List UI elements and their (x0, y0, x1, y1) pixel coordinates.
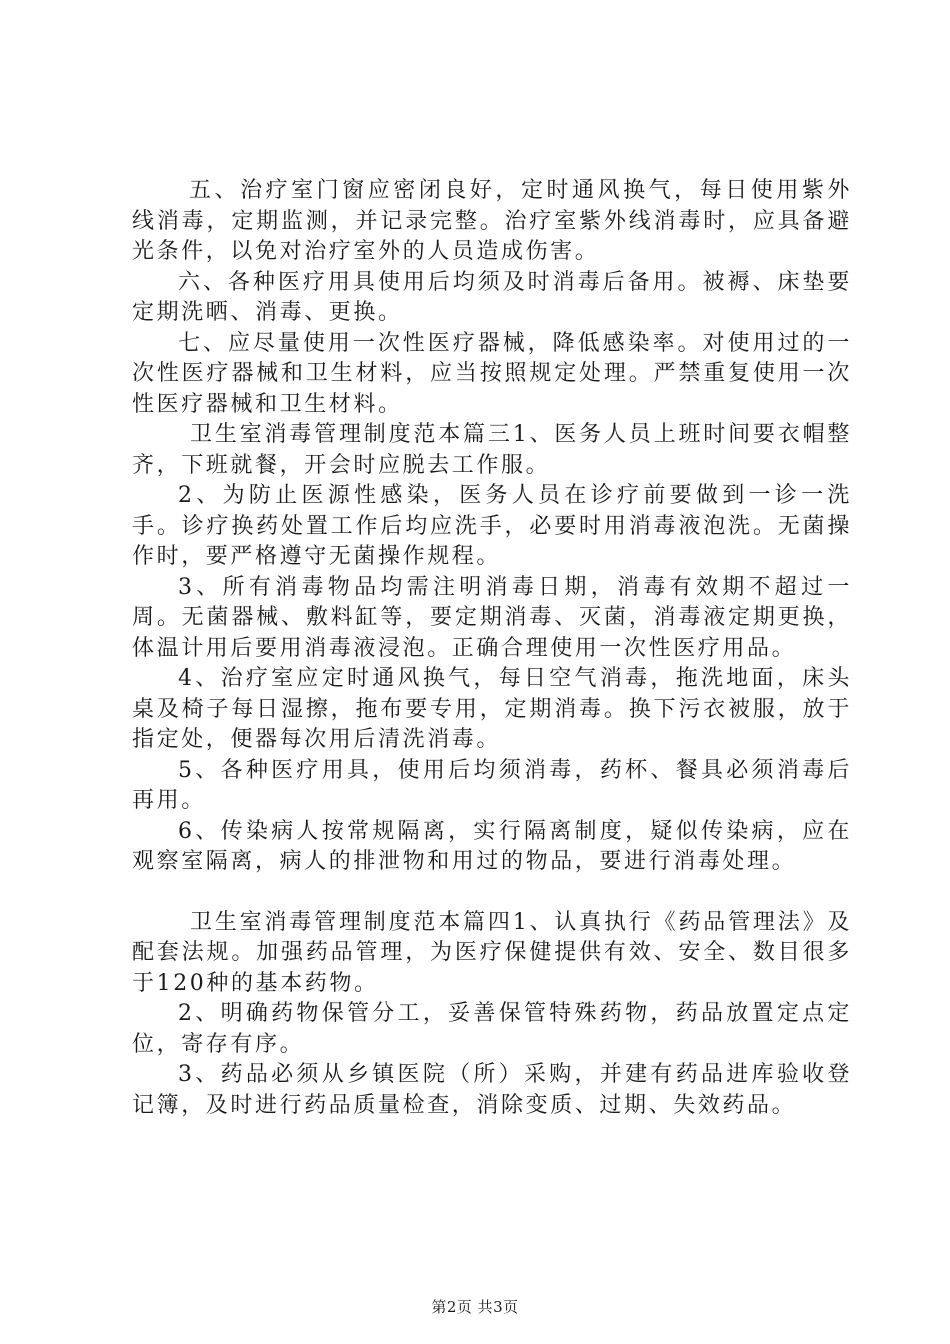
section-three-item-4: 4、治疗室应定时通风换气，每日空气消毒，拖洗地面，床头桌及椅子每日湿擦，拖布要专用，定期消毒。换下污衣被服，放于指定处，便器每次用后清洗消毒。 (132, 666, 852, 752)
section-three-heading-paragraph: 卫生室消毒管理制度范本篇三1、医务人员上班时间要衣帽整齐，下班就餐，开会时应脱去工作服。 (132, 422, 852, 478)
section-three-item-5: 5、各种医疗用具，使用后均须消毒，药杯、餐具必须消毒后再用。 (132, 757, 852, 813)
paragraph-item-5: 五、治疗室门窗应密闭良好，定时通风换气，每日使用紫外线消毒，定期监测，并记录完整。治疗室紫外线消毒时，应具备避光条件，以免对治疗室外的人员造成伤害。 (132, 178, 852, 264)
section-four-item-2: 2、明确药物保管分工，妥善保管特殊药物，药品放置定点定位，寄存有序。 (132, 1001, 852, 1057)
section-three-item-6: 6、传染病人按常规隔离，实行隔离制度，疑似传染病，应在观察室隔离，病人的排泄物和用过的物品，要进行消毒处理。 (132, 818, 852, 874)
page-number-footer: 第2页 共3页 (431, 1298, 519, 1316)
section-four-item-3: 3、药品必须从乡镇医院（所）采购，并建有药品进库验收登记簿，及时进行药品质量检查，消除变质、过期、失效药品。 (132, 1062, 852, 1118)
section-three-item-2: 2、为防止医源性感染，医务人员在诊疗前要做到一诊一洗手。诊疗换药处置工作后均应洗手，必要时用消毒液泡洗。无菌操作时，要严格遵守无菌操作规程。 (132, 483, 852, 569)
section-three-item-3: 3、所有消毒物品均需注明消毒日期，消毒有效期不超过一周。无菌器械、敷料缸等，要定期消毒、灭菌，消毒液定期更换，体温计用后要用消毒液浸泡。正确合理使用一次性医疗用品。 (132, 574, 852, 661)
section-four-heading-paragraph: 卫生室消毒管理制度范本篇四1、认真执行《药品管理法》及配套法规。加强药品管理，为医疗保健提供有效、安全、数目很多于120种的基本药物。 (132, 909, 852, 996)
document-body (132, 176, 852, 1121)
paragraph-item-7: 七、应尽量使用一次性医疗器械，降低感染率。对使用过的一次性医疗器械和卫生材料，应当按照规定处理。严禁重复使用一次性医疗器械和卫生材料。 (132, 330, 852, 417)
paragraph-item-6: 六、各种医疗用具使用后均须及时消毒后备用。被褥、床垫要定期洗晒、消毒、更换。 (132, 269, 852, 325)
